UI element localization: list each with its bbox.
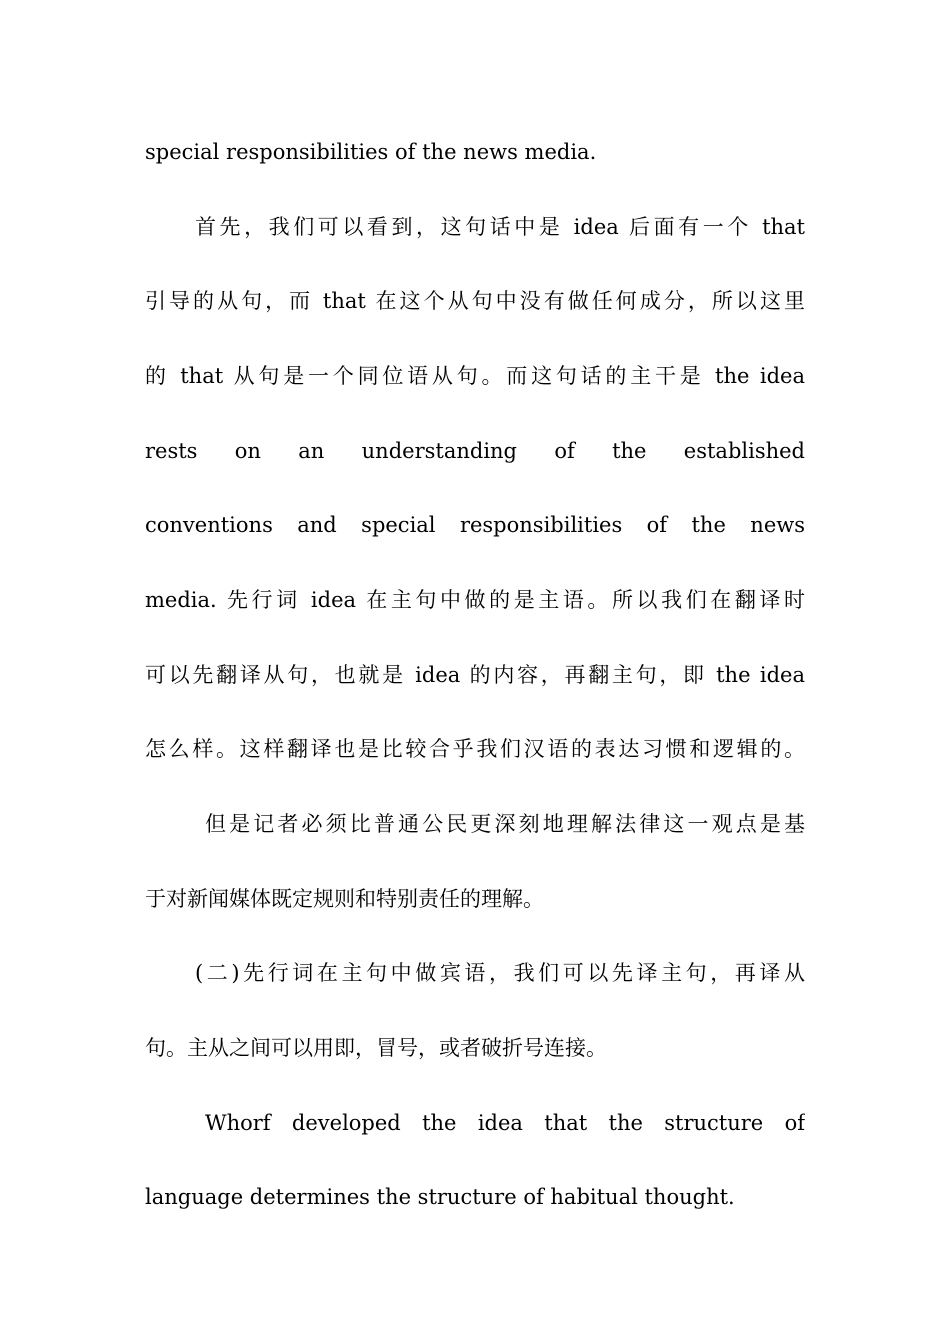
text-line-13: 句。主从之间可以用即，冒号，或者破折号连接。: [145, 1036, 607, 1060]
text-line-5: rests on an understanding of the established: [145, 439, 805, 463]
text-line-1: special responsibilities of the news media.: [145, 140, 597, 164]
text-line-14: Whorf developed the idea that the structure of: [205, 1111, 805, 1135]
text-line-8: 可以先翻译从句，也就是 idea 的内容，再翻主句，即 the idea: [145, 663, 805, 687]
text-line-10: 但是记者必须比普通公民更深刻地理解法律这一观点是基: [205, 812, 805, 836]
text-line-2: 首先，我们可以看到，这句话中是 idea 后面有一个 that: [195, 215, 805, 239]
text-line-9: 怎么样。这样翻译也是比较合乎我们汉语的表达习惯和逻辑的。: [145, 737, 805, 761]
text-line-6: conventions and special responsibilities of the news: [145, 513, 805, 537]
text-line-4: 的 that 从句是一个同位语从句。而这句话的主干是 the idea: [145, 364, 805, 388]
text-line-7: media. 先行词 idea 在主句中做的是主语。所以我们在翻译时: [145, 588, 805, 612]
text-line-11: 于对新闻媒体既定规则和特别责任的理解。: [145, 887, 544, 911]
text-line-3: 引导的从句，而 that 在这个从句中没有做任何成分，所以这里: [145, 289, 805, 313]
text-line-12: (二)先行词在主句中做宾语，我们可以先译主句，再译从: [195, 961, 805, 985]
text-line-15: language determines the structure of habitual thought.: [145, 1185, 735, 1209]
